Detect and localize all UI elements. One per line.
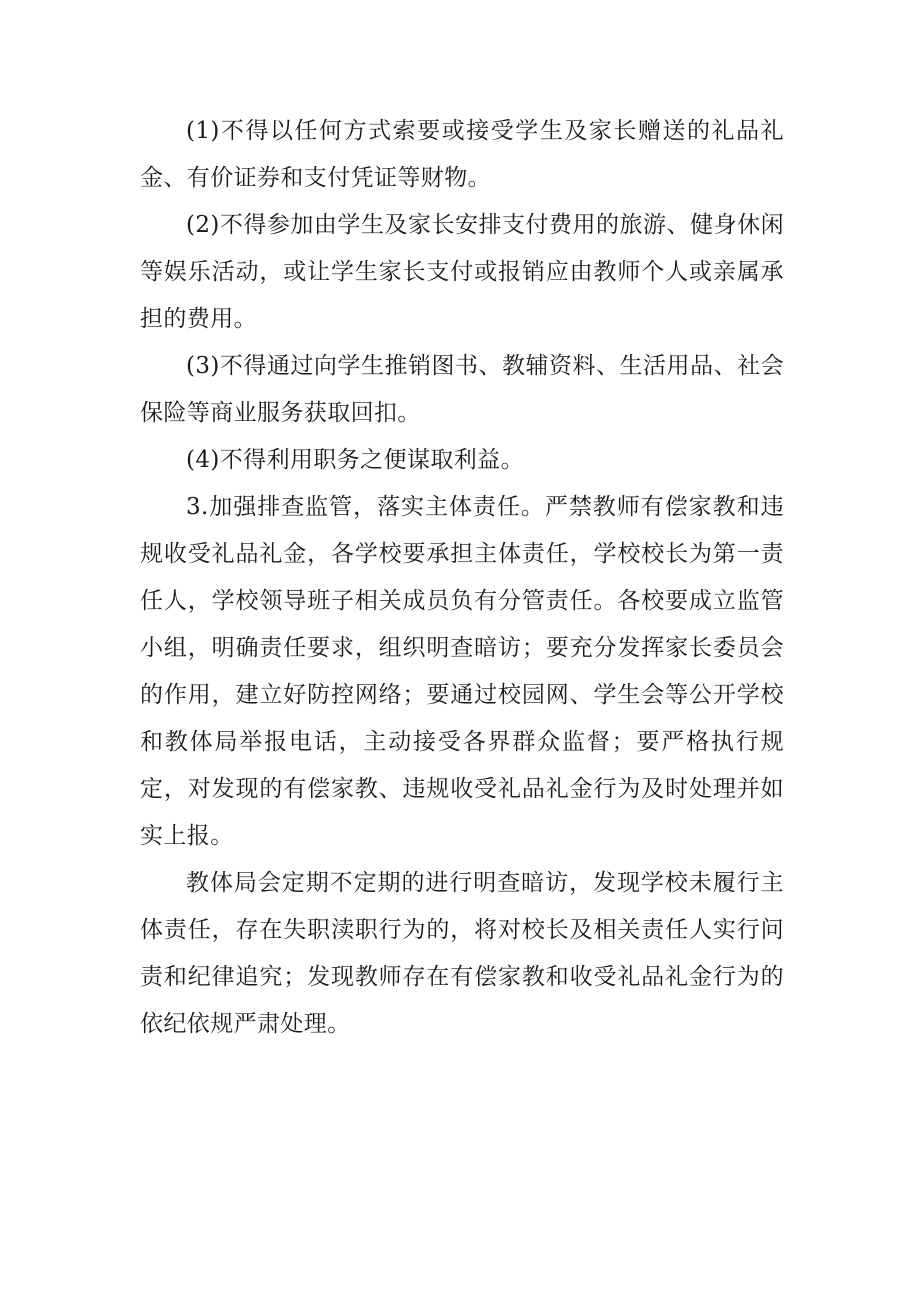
paragraph-item-1: (1)不得以任何方式索要或接受学生及家长赠送的礼品礼金、有价证券和支付凭证等财物。 [140, 118, 784, 191]
paragraph-oversight: 教体局会定期不定期的进行明查暗访，发现学校未履行主体责任，存在失职渎职行为的，将对校长及相关责任人实行问责和纪律追究；发现教师存在有偿家教和收受礼品礼金行为的依纪依规严肃处理。 [140, 870, 784, 1037]
document-body [140, 108, 784, 1048]
paragraph-section-3: 3.加强排查监管，落实主体责任。严禁教师有偿家教和违规收受礼品礼金，各学校要承担主体责任，学校校长为第一责任人，学校领导班子相关成员负有分管责任。各校要成立监管小组，明确责任要求，组织明查暗访；要充分发挥家长委员会的作用，建立好防控网络；要通过校园网、学生会等公开学校和教体局举报电话，主动接受各界群众监督；要严格执行规定，对发现的有偿家教、违规收受礼品礼金行为及时处理并如实上报。 [140, 494, 784, 849]
paragraph-item-4: (4)不得利用职务之便谋取利益。 [186, 447, 524, 473]
paragraph-item-2: (2)不得参加由学生及家长安排支付费用的旅游、健身休闲等娱乐活动，或让学生家长支付或报销应由教师个人或亲属承担的费用。 [140, 212, 784, 332]
paragraph-item-3: (3)不得通过向学生推销图书、教辅资料、生活用品、社会保险等商业服务获取回扣。 [140, 353, 784, 426]
